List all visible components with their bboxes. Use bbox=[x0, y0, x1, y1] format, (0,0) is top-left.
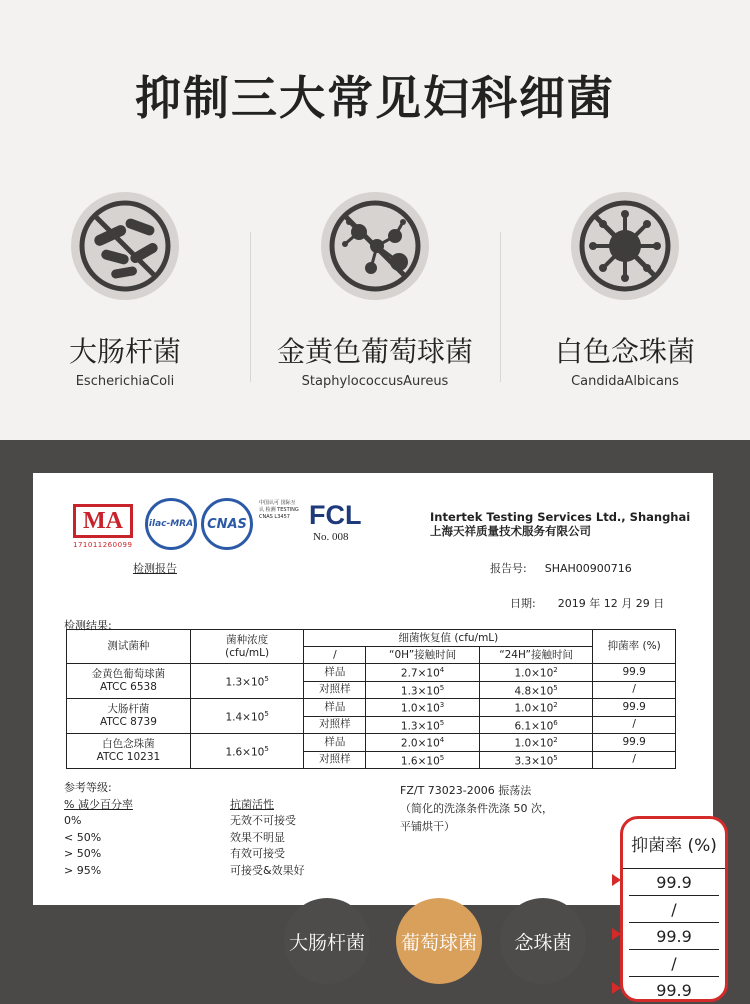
concentration-cell bbox=[190, 734, 304, 769]
company-name-en: Intertek Testing Services Ltd., Shanghai bbox=[430, 510, 691, 524]
report-number bbox=[490, 560, 632, 576]
cnas-text: 中国认可 国际互认 检测 TESTING CNAS L3457 bbox=[259, 500, 299, 520]
concentration-cell bbox=[190, 664, 304, 699]
rate-cell-text: / bbox=[632, 718, 636, 731]
value-24h-cell-text: 3.3×10 bbox=[514, 755, 554, 767]
concentration-cell-text: 1.4×10 bbox=[225, 711, 265, 724]
report-date-label: 日期: bbox=[510, 597, 536, 610]
reference-header-activity: 抗菌活性 bbox=[230, 797, 274, 811]
value-24h-cell-exponent: 2 bbox=[553, 666, 558, 674]
pill-label: 大肠杆菌 bbox=[288, 931, 365, 954]
rate-cell bbox=[593, 664, 676, 682]
reference-header-reduction: % 减少百分率 bbox=[64, 797, 133, 811]
rate-cell bbox=[593, 751, 676, 769]
top-section bbox=[0, 0, 750, 440]
sample-type-cell bbox=[304, 751, 366, 769]
headline: 抑制三大常见妇科细菌 bbox=[135, 71, 615, 125]
value-0h-cell-exponent: 5 bbox=[439, 718, 445, 727]
pill-escherichia bbox=[284, 898, 370, 984]
table-header-row bbox=[67, 630, 676, 647]
concentration-cell-exponent: 5 bbox=[264, 674, 269, 683]
strain-name: 金黄色葡萄球菌 bbox=[91, 668, 166, 680]
value-0h-cell-text: 1.3×10 bbox=[400, 720, 440, 732]
sample-type-cell-text: 样品 bbox=[324, 700, 346, 713]
ma-mark: MA bbox=[73, 504, 133, 538]
bacteria-name: 金黄色葡萄球菌 bbox=[276, 335, 473, 368]
concentration-cell bbox=[190, 699, 304, 734]
results-label: 检测结果: bbox=[64, 619, 112, 632]
value-0h-cell-exponent: 4 bbox=[439, 666, 445, 674]
results-table bbox=[66, 629, 676, 769]
sample-type-cell-text: 对照样 bbox=[319, 753, 351, 766]
test-method bbox=[400, 782, 553, 836]
rate-cell bbox=[593, 681, 676, 699]
zoom-value: 99.9 bbox=[629, 869, 719, 896]
bacteria-name: 大肠杆菌 bbox=[68, 335, 181, 368]
reference-reduction-2: > 50% bbox=[64, 847, 102, 860]
value-24h-cell-exponent: 6 bbox=[553, 718, 558, 727]
strain-atcc: ATCC 8739 bbox=[99, 716, 157, 728]
sample-type-cell-text: 对照样 bbox=[319, 718, 351, 731]
zoom-value: / bbox=[629, 950, 719, 977]
value-24h-cell bbox=[479, 751, 593, 769]
bacteria-candida bbox=[500, 192, 750, 389]
rate-cell-text: / bbox=[632, 683, 636, 696]
report-date bbox=[510, 595, 664, 611]
company-name-cn: 上海天祥质量技术服务有限公司 bbox=[430, 524, 591, 538]
ilac-mark: ilac-MRA bbox=[148, 519, 194, 529]
value-0h-cell-text: 1.0×10 bbox=[400, 702, 440, 715]
concentration-cell-text: 1.6×10 bbox=[225, 746, 265, 759]
value-24h-cell bbox=[479, 734, 593, 752]
header-sample-type: / bbox=[304, 647, 366, 664]
table-row bbox=[67, 734, 676, 752]
test-method-note-2: 平铺烘干） bbox=[400, 820, 455, 833]
ma-number: 171011260099 bbox=[73, 541, 133, 549]
rate-cell-text: 99.9 bbox=[622, 735, 646, 748]
value-24h-cell bbox=[479, 664, 593, 682]
strain-cell bbox=[67, 734, 191, 769]
pill-candida bbox=[500, 898, 586, 984]
reference-activity-0: 无效不可接受 bbox=[230, 814, 296, 827]
sample-type-cell-text: 样品 bbox=[324, 735, 346, 748]
strain-atcc: ATCC 10231 bbox=[96, 751, 161, 763]
sample-type-cell bbox=[304, 664, 366, 682]
certification-logos bbox=[73, 498, 403, 558]
reference-title: 参考等级: bbox=[64, 781, 112, 794]
results-table-body bbox=[67, 664, 676, 769]
value-24h-cell-text: 1.0×10 bbox=[514, 667, 554, 680]
sample-type-cell bbox=[304, 716, 366, 734]
value-24h-cell bbox=[479, 716, 593, 734]
header-24h: “24H”接触时间 bbox=[479, 647, 593, 664]
table-row bbox=[67, 699, 676, 717]
value-24h-cell-text: 1.0×10 bbox=[514, 702, 554, 715]
strain-cell bbox=[67, 699, 191, 734]
sample-type-cell-text: 样品 bbox=[324, 665, 346, 678]
rate-cell-text: 99.9 bbox=[622, 700, 646, 713]
value-24h-cell-text: 4.8×10 bbox=[514, 685, 554, 697]
value-0h-cell-text: 1.6×10 bbox=[400, 755, 440, 767]
reference-reduction-0: 0% bbox=[64, 814, 82, 827]
test-method-note-1: （简化的洗涤条件洗涤 50 次， bbox=[400, 802, 553, 815]
header-concentration bbox=[190, 630, 304, 664]
value-0h-cell bbox=[366, 716, 480, 734]
value-0h-cell-text: 2.7×10 bbox=[400, 667, 440, 680]
value-0h-cell bbox=[366, 699, 480, 717]
report-date-value: 2019 年 12 月 29 日 bbox=[557, 597, 665, 610]
bacteria-escherichia bbox=[0, 192, 250, 389]
value-24h-cell-text: 6.1×10 bbox=[514, 720, 554, 732]
reference-activity-3: 可接受&效果好 bbox=[230, 863, 305, 877]
value-24h-cell-exponent: 5 bbox=[553, 753, 558, 762]
rate-cell-text: / bbox=[632, 753, 636, 766]
value-0h-cell-exponent: 3 bbox=[439, 701, 445, 709]
reference-activity-column bbox=[230, 780, 370, 879]
value-24h-cell-exponent: 2 bbox=[553, 701, 558, 709]
value-0h-cell-exponent: 4 bbox=[439, 736, 445, 744]
concentration-cell-text: 1.3×10 bbox=[225, 676, 265, 689]
value-0h-cell-text: 1.3×10 bbox=[400, 685, 440, 697]
cnas-logo bbox=[201, 498, 253, 550]
value-24h-cell-exponent: 2 bbox=[553, 736, 558, 744]
bacteria-latin-name: CandidaAlbicans bbox=[571, 374, 679, 389]
value-0h-cell bbox=[366, 681, 480, 699]
strain-name: 大肠杆菌 bbox=[107, 703, 150, 715]
value-0h-cell-exponent: 5 bbox=[439, 753, 445, 762]
rate-cell bbox=[593, 734, 676, 752]
rate-cell bbox=[593, 716, 676, 734]
zoom-value: 99.9 bbox=[656, 981, 692, 1000]
value-24h-cell bbox=[479, 699, 593, 717]
fcl-logo bbox=[309, 500, 379, 543]
reference-activity-1: 效果不明显 bbox=[230, 830, 285, 844]
report-number-label: 报告号: bbox=[490, 562, 527, 575]
fungus-prohibited-icon bbox=[571, 192, 679, 300]
strain-atcc: ATCC 6538 bbox=[99, 681, 157, 693]
value-0h-cell bbox=[366, 734, 480, 752]
pill-label: 念珠菌 bbox=[514, 931, 572, 954]
reference-activity-2: 有效可接受 bbox=[230, 847, 285, 860]
header-0h: “0H”接触时间 bbox=[366, 647, 480, 664]
pill-label: 葡萄球菌 bbox=[400, 931, 477, 954]
bacteria-latin-name: EscherichiaColi bbox=[75, 374, 175, 389]
value-0h-cell bbox=[366, 751, 480, 769]
rate-cell-text: 99.9 bbox=[622, 665, 646, 678]
sample-type-cell-text: 对照样 bbox=[319, 683, 351, 696]
report-number-value: SHAH00900716 bbox=[544, 562, 632, 575]
fcl-number: No. 008 bbox=[313, 531, 349, 543]
zoom-value: 99.9 bbox=[629, 923, 719, 950]
cocci-bacteria-prohibited-icon bbox=[321, 192, 429, 300]
zoom-value: / bbox=[629, 896, 719, 923]
rate-zoom-callout bbox=[620, 816, 728, 1002]
header-strain: 测试菌种 bbox=[67, 630, 191, 664]
value-24h-cell bbox=[479, 681, 593, 699]
concentration-cell-exponent: 5 bbox=[264, 744, 269, 753]
ilac-mra-logo bbox=[145, 498, 197, 550]
sample-type-cell bbox=[304, 681, 366, 699]
bacteria-latin-name: StaphylococcusAureus bbox=[301, 374, 449, 389]
header-recovery: 细菌恢复值 (cfu/mL) bbox=[304, 630, 593, 647]
sample-type-cell bbox=[304, 699, 366, 717]
header-concentration-label: 菌种浓度 bbox=[226, 633, 269, 646]
strain-cell bbox=[67, 664, 191, 699]
reference-levels bbox=[64, 780, 305, 879]
test-method-standard: FZ/T 73023-2006 振荡法 bbox=[400, 784, 532, 797]
bacteria-staphylococcus bbox=[250, 192, 500, 389]
strain-name: 白色念珠菌 bbox=[102, 738, 155, 750]
header-rate: 抑菌率 (%) bbox=[593, 630, 676, 664]
value-24h-cell-text: 1.0×10 bbox=[514, 737, 554, 750]
rod-bacteria-prohibited-icon bbox=[71, 192, 179, 300]
rate-cell bbox=[593, 699, 676, 717]
header-concentration-unit: (cfu/mL) bbox=[225, 646, 270, 659]
sample-type-cell bbox=[304, 734, 366, 752]
value-24h-cell-exponent: 5 bbox=[553, 683, 558, 692]
value-0h-cell-exponent: 5 bbox=[439, 683, 445, 692]
reference-reduction-3: > 95% bbox=[64, 863, 102, 877]
bacteria-name: 白色念珠菌 bbox=[554, 335, 695, 368]
pill-staphylococcus bbox=[396, 898, 482, 984]
cnas-mark: CNAS bbox=[207, 516, 247, 532]
ma-logo bbox=[73, 504, 133, 549]
test-report bbox=[33, 473, 713, 905]
zoom-header: 抑菌率 (%) bbox=[623, 819, 725, 869]
fcl-mark: FCL bbox=[309, 500, 362, 530]
table-row bbox=[67, 664, 676, 682]
value-0h-cell-text: 2.0×10 bbox=[400, 737, 440, 750]
reference-reduction-1: < 50% bbox=[64, 830, 102, 844]
value-0h-cell bbox=[366, 664, 480, 682]
report-title: 检测报告 bbox=[133, 562, 177, 575]
concentration-cell-exponent: 5 bbox=[264, 709, 269, 718]
company-block bbox=[430, 510, 690, 538]
